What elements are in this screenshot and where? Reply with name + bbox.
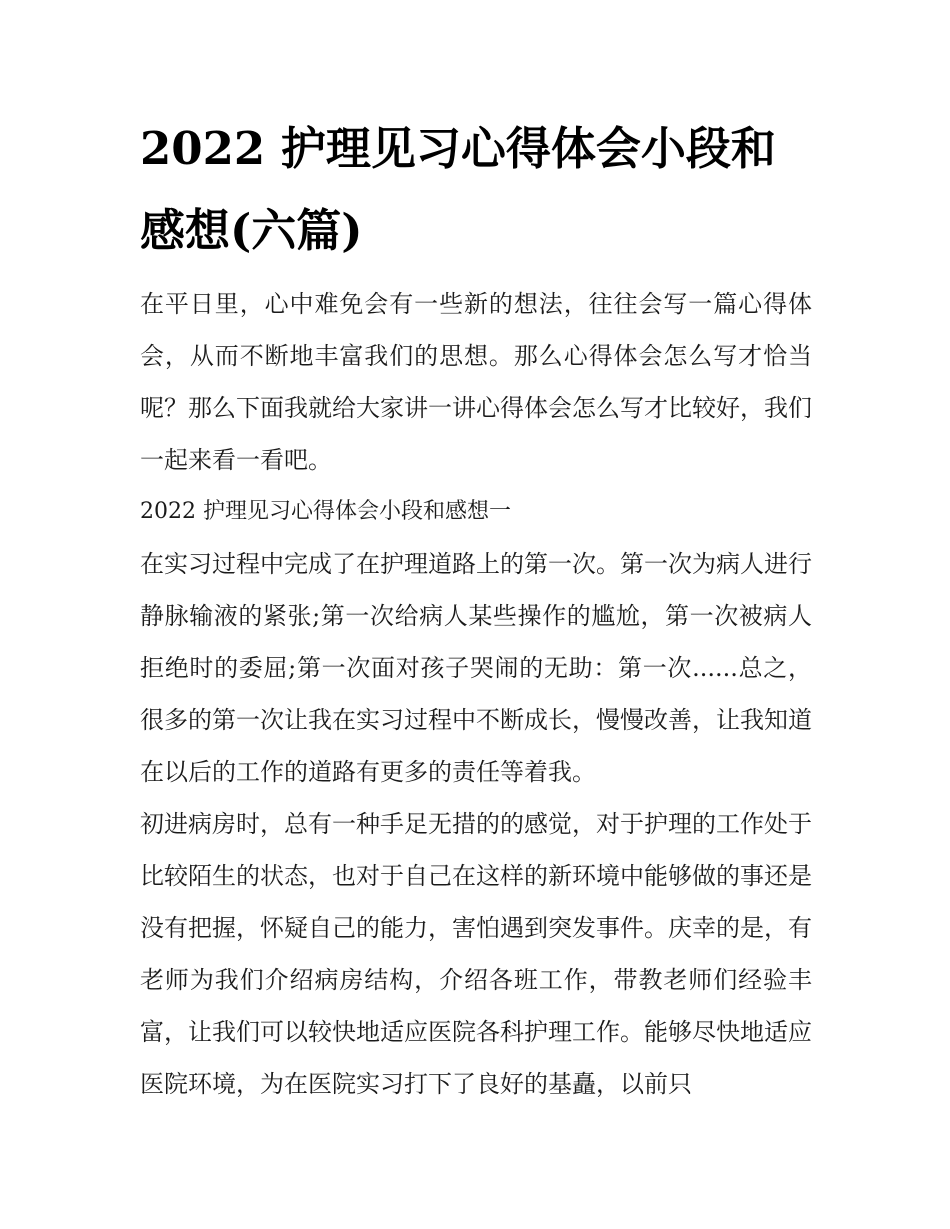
section-heading: 2022 护理见习心得体会小段和感想一 [140,499,511,524]
document-body [140,108,812,1110]
document-title [140,108,812,272]
title-line-2: 感想(六篇) [140,204,363,257]
title-line-1: 2022 护理见习心得体会小段和 [140,122,776,175]
body-paragraph-2: 初进病房时，总有一种手足无措的的感觉，对于护理的工作处于比较陌生的状态，也对于自己在这样的新环境中能够做的事还是没有把握，怀疑自己的能力，害怕遇到突发事件。庆幸的是，有老师为我们介绍病房结构，介绍各班工作，带教老师们经验丰富，让我们可以较快地适应医院各科护理工作。能够尽快地适应医院环境，为在医院实习打下了良好的基矗，以前只 [140,810,812,1098]
body-paragraph-1: 在实习过程中完成了在护理道路上的第一次。第一次为病人进行静脉输液的紧张;第一次给病人某些操作的尴尬，第一次被病人拒绝时的委屈;第一次面对孩子哭闹的无助：第一次......总之，很多的第一次让我在实习过程中不断成长，慢慢改善，让我知道在以后的工作的道路有更多的责任等着我。 [140,550,812,786]
intro-paragraph: 在平日里，心中难免会有一些新的想法，往往会写一篇心得体会，从而不断地丰富我们的思想。那么心得体会怎么写才恰当呢？那么下面我就给大家讲一讲心得体会怎么写才比较好，我们一起来看一看吧。 [140,290,812,474]
